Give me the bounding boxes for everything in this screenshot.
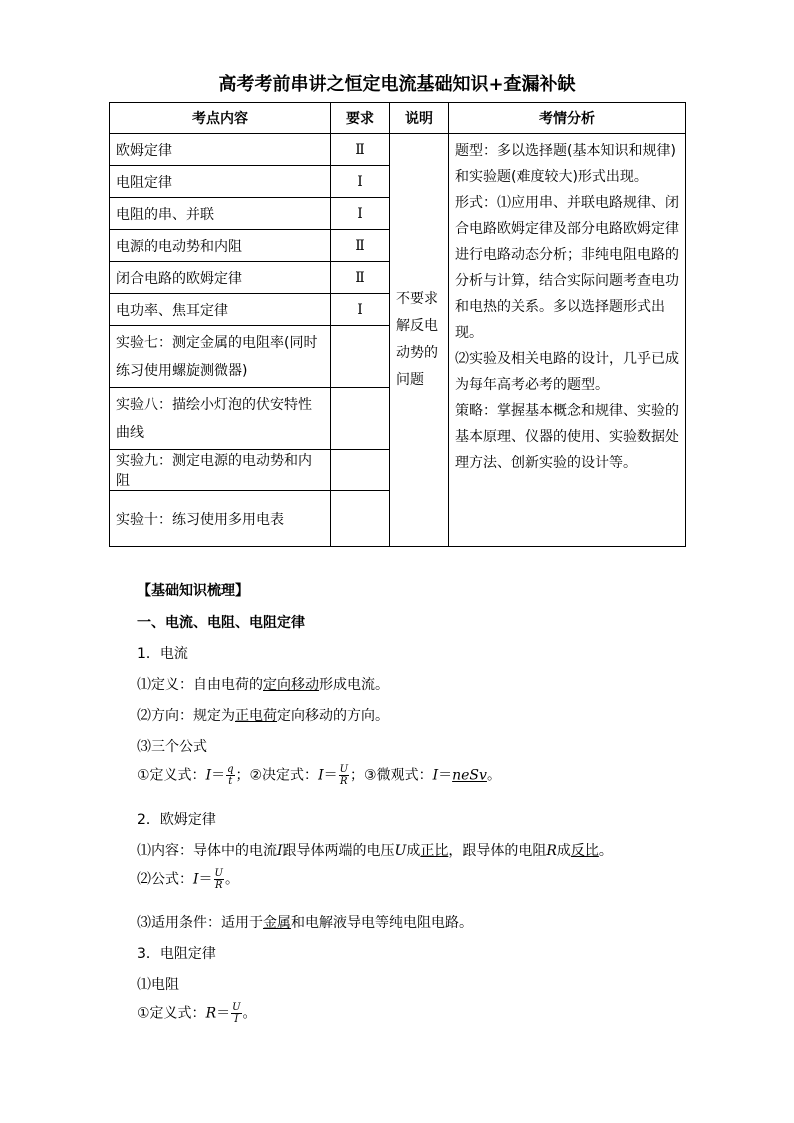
requirement-cell xyxy=(331,326,390,388)
topic-cell: 电阻定律 xyxy=(110,166,331,198)
underlined-formula: neSv xyxy=(452,767,487,784)
underlined-term: 正电荷 xyxy=(235,708,277,724)
underlined-term: 反比 xyxy=(570,843,599,859)
requirement-cell xyxy=(331,450,390,491)
analysis-paragraph: 题型：多以选择题(基本知识和规律)和实验题(难度较大)形式出现。 xyxy=(455,143,676,185)
requirement-cell: Ⅰ xyxy=(331,294,390,326)
topic-cell: 实验八：描绘小灯泡的伏安特性曲线 xyxy=(110,388,331,450)
note-cell: 不要求解反电动势的问题 xyxy=(390,134,449,547)
three-formulas-label: ⑶三个公式 xyxy=(137,739,207,755)
requirement-cell: Ⅰ xyxy=(331,198,390,230)
syllabus-table xyxy=(109,102,686,547)
fraction-u-over-r: $\frac{U}{R}$ xyxy=(339,764,349,787)
item-resistance-law: 3．电阻定律 xyxy=(137,946,216,962)
underlined-term: 正比 xyxy=(420,843,449,859)
table-header-row xyxy=(110,103,686,134)
underlined-term: 定向移动 xyxy=(263,677,319,693)
requirement-cell: Ⅰ xyxy=(331,166,390,198)
section-subheading: 一、电流、电阻、电阻定律 xyxy=(137,615,305,631)
item-ohm-law: 2．欧姆定律 xyxy=(137,812,216,828)
item-current: 1．电流 xyxy=(137,646,188,662)
table-row xyxy=(110,134,686,166)
requirement-cell: Ⅱ xyxy=(331,134,390,166)
current-definition: ⑴定义：自由电荷的定向移动形成电流。 xyxy=(137,677,389,693)
analysis-cell xyxy=(449,134,686,547)
requirement-cell: Ⅱ xyxy=(331,262,390,294)
ohm-content: ⑴内容：导体中的电流I跟导体两端的电压U成正比，跟导体的电阻R成反比。 xyxy=(137,843,613,859)
resistance-definition: ①定义式：R＝ $\frac{U}{I}$ 。 xyxy=(137,1002,257,1025)
topic-cell: 欧姆定律 xyxy=(110,134,331,166)
analysis-paragraph: ⑵实验及相关电路的设计，几乎已成为每年高考必考的题型。 xyxy=(455,351,679,393)
fraction-q-over-t: $\frac{q}{t}$ xyxy=(227,764,234,787)
current-formulas: ①定义式：I＝ $\frac{q}{t}$ ；②决定式：I＝ $\frac{U}{R}$ ；③微观式：I＝neSv。 xyxy=(137,764,501,787)
analysis-paragraph: 策略：掌握基本概念和规律、实验的基本原理、仪器的使用、实验数据处理方法、创新实验的设计等。 xyxy=(455,403,679,471)
requirement-cell xyxy=(331,388,390,450)
header-content: 考点内容 xyxy=(110,103,331,134)
resistance-label: ⑴电阻 xyxy=(137,977,179,993)
topic-cell: 闭合电路的欧姆定律 xyxy=(110,262,331,294)
underlined-term: 金属 xyxy=(263,915,291,931)
page-title: 高考考前串讲之恒定电流基础知识+查漏补缺 xyxy=(218,74,576,95)
header-requirement: 要求 xyxy=(331,103,390,134)
topic-cell: 电阻的串、并联 xyxy=(110,198,331,230)
requirement-cell xyxy=(331,491,390,547)
requirement-cell: Ⅱ xyxy=(331,230,390,262)
topic-cell: 实验十：练习使用多用电表 xyxy=(110,491,331,547)
topic-cell: 电功率、焦耳定律 xyxy=(110,294,331,326)
topic-cell: 电源的电动势和内阻 xyxy=(110,230,331,262)
fraction-u-over-r: $\frac{U}{R}$ xyxy=(214,868,223,891)
topic-cell: 实验七：测定金属的电阻率(同时练习使用螺旋测微器) xyxy=(110,326,331,388)
header-analysis: 考情分析 xyxy=(449,103,686,134)
ohm-formula: ⑵公式：I＝ $\frac{U}{R}$ 。 xyxy=(137,868,239,891)
section-heading: 【基础知识梳理】 xyxy=(137,583,249,599)
fraction-u-over-i: $\frac{U}{I}$ xyxy=(232,1002,241,1025)
current-direction: ⑵方向：规定为正电荷定向移动的方向。 xyxy=(137,708,389,724)
topic-cell: 实验九：测定电源的电动势和内阻 xyxy=(110,450,331,491)
header-note: 说明 xyxy=(390,103,449,134)
analysis-paragraph: 形式：⑴应用串、并联电路规律、闭合电路欧姆定律及部分电路欧姆定律进行电路动态分析；非纯电阻电路的分析与计算，结合实际问题考查电功和电热的关系。多以选择题形式出现。 xyxy=(455,195,679,341)
ohm-conditions: ⑶适用条件：适用于金属和电解液导电等纯电阻电路。 xyxy=(137,915,473,931)
